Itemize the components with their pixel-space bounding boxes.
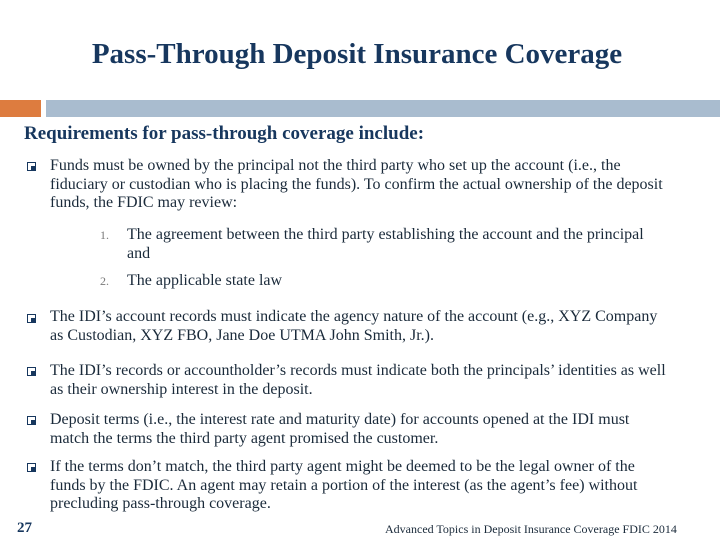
numbered-item: The agreement between the third party establishing the account and the principal and bbox=[127, 226, 644, 262]
numbered-item-number: 2. bbox=[100, 274, 109, 288]
bullet-item: If the terms don’t match, the third party agent might be deemed to be the legal owner of the funds by the FDIC. An agent may retain a portion of the interest (as the agent’s fee) without precluding pass-through coverage. bbox=[50, 458, 638, 512]
square-bullet-icon bbox=[27, 416, 36, 425]
footer-text: Advanced Topics in Deposit Insurance Coverage FDIC 2014 bbox=[385, 522, 677, 536]
numbered-item: The applicable state law bbox=[127, 272, 283, 289]
slide-title: Pass-Through Deposit Insurance Coverage bbox=[91, 38, 623, 70]
slide-subtitle: Requirements for pass-through coverage include: bbox=[24, 123, 425, 144]
bullet-item: Funds must be owned by the principal not the third party who set up the account (i.e., the fiduciary or custodian who is placing the funds). To confirm the actual ownership of the deposit funds, the FDIC may review: bbox=[50, 157, 663, 211]
accent-bar-blue bbox=[46, 100, 720, 117]
square-bullet-icon bbox=[27, 367, 36, 376]
accent-bar-orange bbox=[0, 100, 41, 117]
slide-number: 27 bbox=[17, 520, 32, 536]
bullet-item: Deposit terms (i.e., the interest rate and maturity date) for accounts opened at the IDI must match the terms the third party agent promised the customer. bbox=[50, 411, 630, 447]
square-bullet-icon bbox=[27, 463, 36, 472]
bullet-item: The IDI’s records or accountholder’s records must indicate both the principals’ identities as well as their ownership interest in the deposit. bbox=[50, 362, 666, 398]
bullet-item: The IDI’s account records must indicate the agency nature of the account (e.g., XYZ Company as Custodian, XYZ FBO, Jane Doe UTMA John Smith, Jr.). bbox=[50, 308, 658, 344]
square-bullet-icon bbox=[27, 314, 36, 323]
square-bullet-icon bbox=[27, 162, 36, 171]
numbered-item-number: 1. bbox=[100, 228, 109, 242]
